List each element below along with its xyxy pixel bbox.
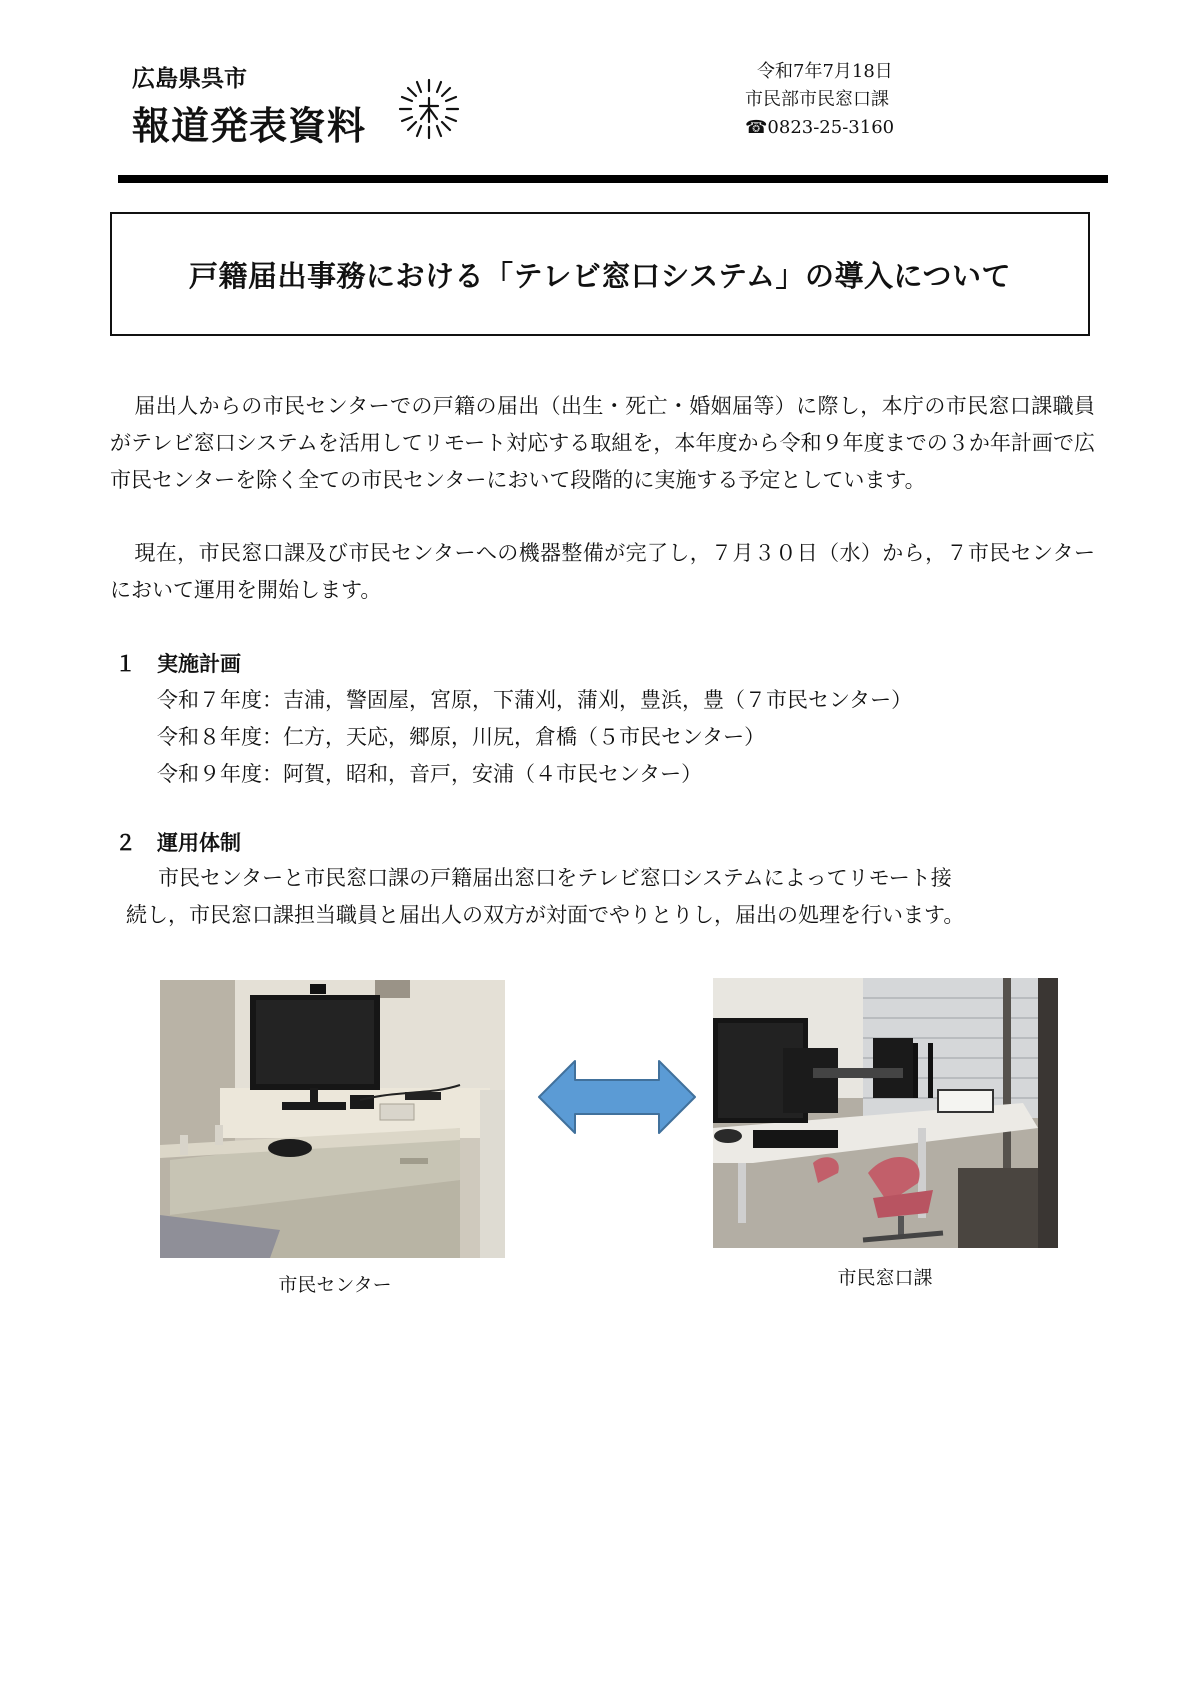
- intro-text-2: 現在，市民窓口課及び市民センターへの機器整備が完了し，７月３０日（水）から，７市民センターにおいて運用を開始します。: [110, 541, 1095, 602]
- section-1-number: １: [115, 652, 136, 676]
- section-2-number: ２: [115, 831, 136, 855]
- release-date: 令和7年7月18日: [757, 61, 893, 82]
- section-2-line-2: 続し，市民窓口課担当職員と届出人の双方が対面でやりとりし，届出の処理を行います。: [126, 903, 965, 927]
- section-1-heading: [115, 648, 241, 678]
- citizen-center-caption: 市民センター: [278, 1274, 392, 1296]
- document-type: 報道発表資料: [132, 104, 367, 148]
- organization-name: 広島県呉市: [132, 66, 247, 92]
- plan-item: 令和９年度：阿賀，昭和，音戸，安浦（４市民センター）: [157, 762, 703, 786]
- intro-paragraph-1: [110, 388, 1095, 499]
- document-meta: [745, 58, 945, 142]
- intro-text-1: 届出人からの市民センターでの戸籍の届出（出生・死亡・婚姻届等）に際し，本庁の市民窓口課職員がテレビ窓口システムを活用してリモート対応する取組を，本年度から令和９年度までの３か年計画で広市民センターを除く全ての市民センターにおいて段階的に実施する予定としています。: [110, 394, 1095, 492]
- city-emblem-icon: [398, 78, 460, 140]
- section-2-body: [126, 860, 1096, 934]
- phone-number: ☎0823-25-3160: [745, 117, 895, 138]
- citizen-window-section-photo: [713, 978, 1058, 1248]
- intro-paragraph-2: [110, 535, 1095, 609]
- citizen-window-caption: 市民窓口課: [837, 1267, 933, 1289]
- section-2-title: 運用体制: [157, 831, 241, 855]
- header-rule: [118, 175, 1108, 183]
- double-arrow-icon: [537, 1058, 697, 1136]
- title-box: [110, 212, 1090, 336]
- plan-list: [157, 682, 912, 793]
- department: 市民部市民窓口課: [745, 89, 889, 110]
- section-2-heading: [115, 827, 241, 857]
- plan-item: 令和７年度：吉浦，警固屋，宮原，下蒲刈，蒲刈，豊浜，豊（７市民センター）: [157, 688, 913, 712]
- section-2-line-1: 市民センターと市民窓口課の戸籍届出窓口をテレビ窓口システムによってリモート接: [158, 866, 952, 890]
- page-title: 戸籍届出事務における「テレビ窓口システム」の導入について: [189, 258, 1011, 293]
- citizen-center-photo: [160, 980, 505, 1258]
- section-1-title: 実施計画: [157, 652, 241, 676]
- plan-item: 令和８年度：仁方，天応，郷原，川尻，倉橋（５市民センター）: [157, 725, 766, 749]
